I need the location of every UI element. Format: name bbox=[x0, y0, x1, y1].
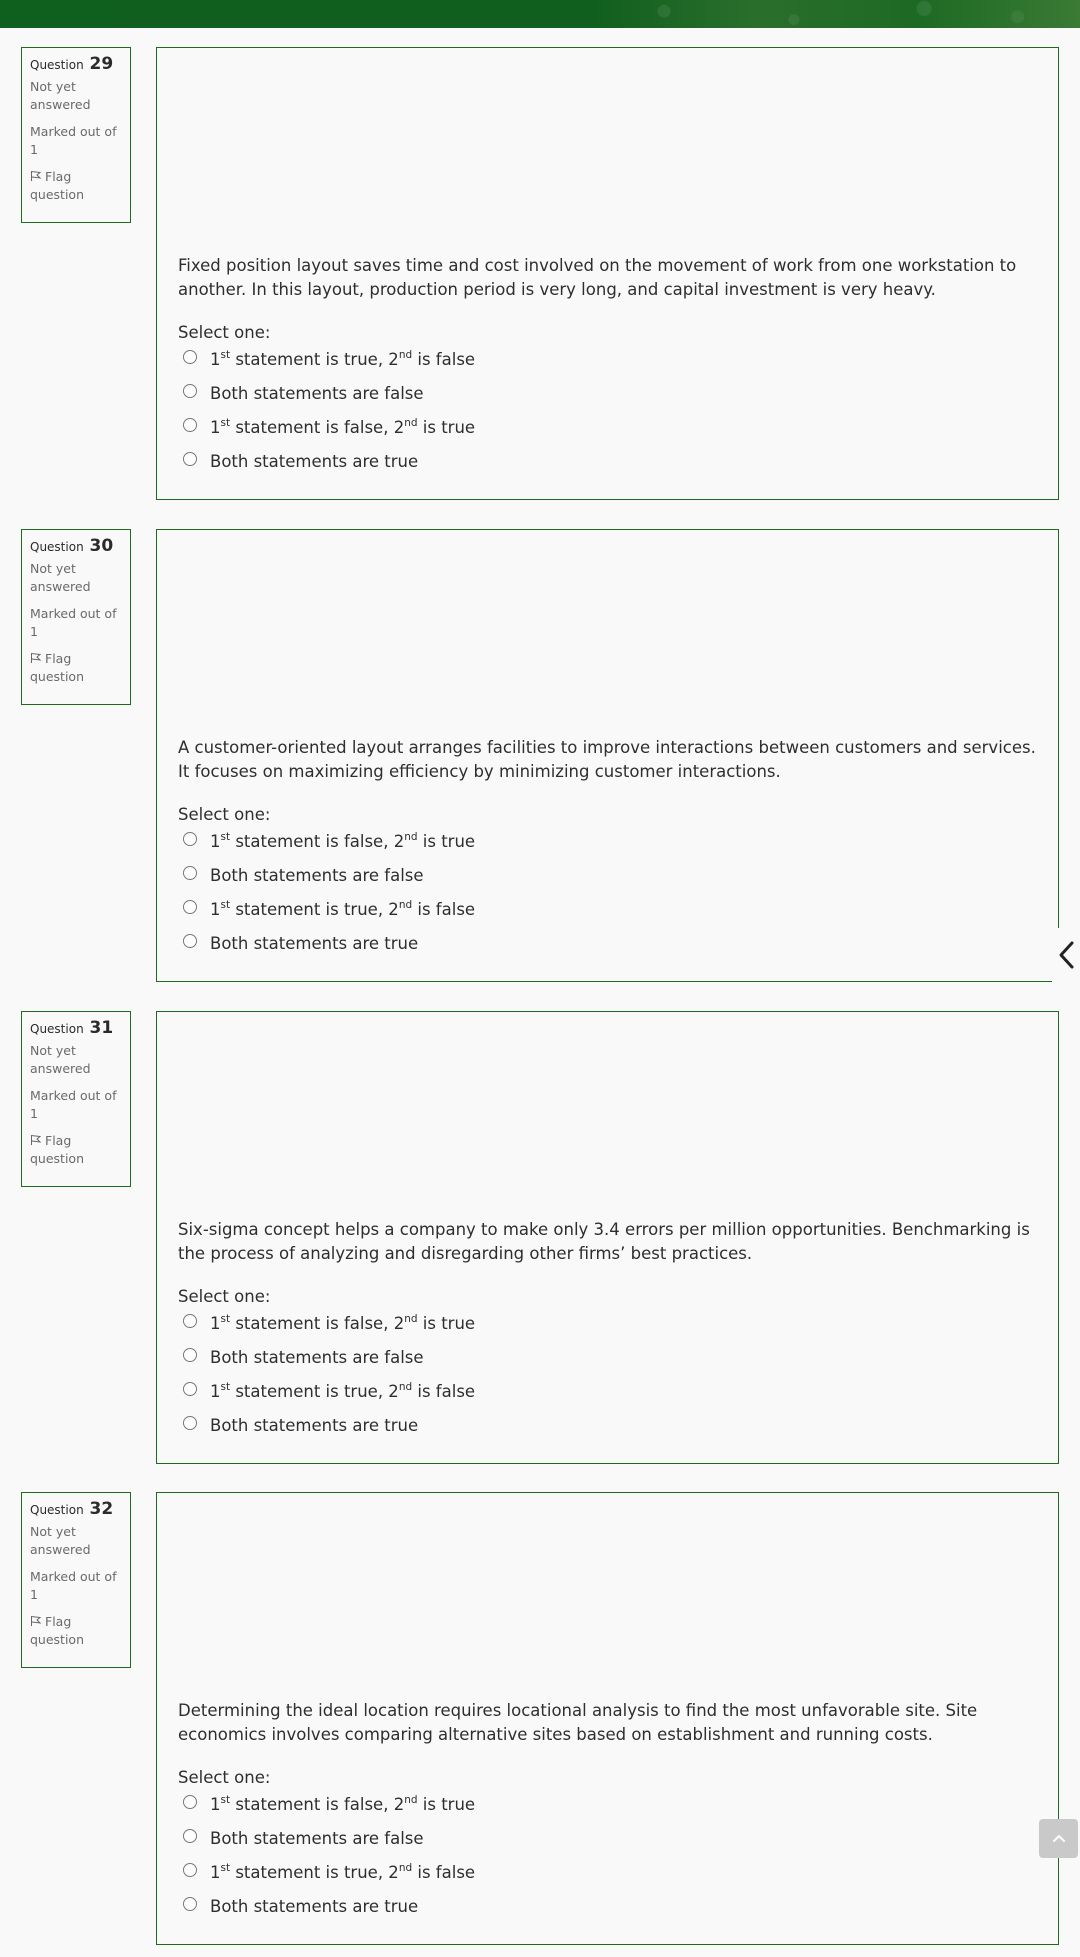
flag-icon bbox=[30, 170, 42, 182]
radio-icon[interactable] bbox=[183, 934, 197, 948]
answer-option-label bbox=[210, 832, 475, 851]
question-grade: Marked out of 1 bbox=[30, 1569, 117, 1602]
question-text: A customer-oriented layout arranges facilities to improve interactions between customers and services. It focuses on maximizing efficiency by minimizing customer interactions. bbox=[178, 738, 1036, 781]
question-state: Not yet answered bbox=[30, 561, 91, 594]
radio-icon[interactable] bbox=[183, 1897, 197, 1911]
question-state: Not yet answered bbox=[30, 1524, 91, 1557]
answer-option-label: Both statements are true bbox=[210, 934, 419, 953]
question-number-value: 30 bbox=[89, 536, 114, 556]
option-statement-text: statement is true, 2 bbox=[230, 1382, 399, 1401]
option-outcome-text: is true bbox=[417, 418, 476, 437]
question-info bbox=[21, 529, 131, 705]
question-number-value: 31 bbox=[89, 1018, 114, 1038]
flag-question-link[interactable] bbox=[30, 168, 122, 204]
answer-option-label bbox=[210, 900, 475, 919]
header-texture bbox=[560, 0, 1080, 28]
option-number-1: 1 bbox=[210, 900, 221, 919]
answer-option-label: Both statements are true bbox=[210, 1416, 419, 1435]
question-number-label: Question bbox=[30, 58, 84, 72]
ordinal-suffix-nd: nd bbox=[404, 831, 418, 843]
page-header-banner bbox=[0, 0, 1080, 28]
question-info bbox=[21, 1492, 131, 1668]
option-number-1: 1 bbox=[210, 1863, 221, 1882]
question-text: Determining the ideal location requires locational analysis to find the most unfavorable site. Site economics involves comparing alternative sites based on establishment and running costs. bbox=[178, 1701, 978, 1744]
question-content bbox=[156, 529, 1059, 982]
radio-icon[interactable] bbox=[183, 384, 197, 398]
back-to-top-button[interactable] bbox=[1039, 1819, 1078, 1858]
option-statement-text: statement is false, 2 bbox=[230, 1795, 405, 1814]
chevron-left-icon bbox=[1056, 940, 1076, 970]
ordinal-suffix-st: st bbox=[220, 1862, 231, 1874]
question-number-value: 29 bbox=[89, 54, 114, 74]
radio-icon[interactable] bbox=[183, 1348, 197, 1362]
ordinal-suffix-st: st bbox=[220, 899, 231, 911]
answer-option-label: Both statements are false bbox=[210, 384, 424, 403]
question-text: Six-sigma concept helps a company to make only 3.4 errors per million opportunities. Benchmarking is the process of analyzing and disregarding other firms’ best practices. bbox=[178, 1220, 1030, 1263]
option-statement-text: statement is false, 2 bbox=[230, 1314, 405, 1333]
question-number-label: Question bbox=[30, 540, 84, 554]
question-number bbox=[30, 1018, 122, 1038]
option-statement-text: statement is true, 2 bbox=[230, 900, 399, 919]
answer-prompt: Select one: bbox=[178, 1768, 271, 1787]
question-text: Fixed position layout saves time and cost involved on the movement of work from one workstation to another. In this layout, production period is very long, and capital investment is very heavy. bbox=[178, 256, 1017, 299]
question-info bbox=[21, 1011, 131, 1187]
flag-question-label: Flag question bbox=[30, 1133, 85, 1166]
option-number-1: 1 bbox=[210, 1795, 221, 1814]
option-number-1: 1 bbox=[210, 1382, 221, 1401]
answer-option-label bbox=[210, 1314, 475, 1333]
option-number-1: 1 bbox=[210, 1314, 221, 1333]
ordinal-suffix-st: st bbox=[220, 349, 231, 361]
question-number bbox=[30, 536, 122, 556]
ordinal-suffix-nd: nd bbox=[404, 417, 418, 429]
radio-icon[interactable] bbox=[183, 452, 197, 466]
answer-option-label bbox=[210, 1795, 475, 1814]
ordinal-suffix-nd: nd bbox=[404, 1794, 418, 1806]
drawer-toggle[interactable] bbox=[1052, 928, 1080, 984]
flag-question-label: Flag question bbox=[30, 651, 85, 684]
question-number-value: 32 bbox=[89, 1499, 114, 1519]
ordinal-suffix-st: st bbox=[220, 1313, 231, 1325]
flag-question-link[interactable] bbox=[30, 650, 122, 686]
radio-icon[interactable] bbox=[183, 866, 197, 880]
ordinal-suffix-nd: nd bbox=[404, 1313, 418, 1325]
question-state: Not yet answered bbox=[30, 79, 91, 112]
radio-icon[interactable] bbox=[183, 1416, 197, 1430]
ordinal-suffix-nd: nd bbox=[398, 1381, 413, 1393]
radio-icon[interactable] bbox=[183, 350, 197, 364]
answer-option-label: Both statements are false bbox=[210, 1348, 424, 1367]
option-statement-text: statement is true, 2 bbox=[230, 1863, 399, 1882]
option-number-1: 1 bbox=[210, 418, 221, 437]
flag-icon bbox=[30, 1615, 42, 1627]
question-grade: Marked out of 1 bbox=[30, 124, 117, 157]
question-content bbox=[156, 1492, 1059, 1945]
answer-prompt: Select one: bbox=[178, 323, 271, 342]
radio-icon[interactable] bbox=[183, 1795, 197, 1809]
option-outcome-text: is false bbox=[412, 1863, 476, 1882]
question-number-label: Question bbox=[30, 1503, 84, 1517]
option-outcome-text: is false bbox=[412, 350, 476, 369]
ordinal-suffix-st: st bbox=[220, 831, 231, 843]
answer-option-label: Both statements are false bbox=[210, 866, 424, 885]
ordinal-suffix-st: st bbox=[220, 1794, 231, 1806]
question-info bbox=[21, 47, 131, 223]
question-grade: Marked out of 1 bbox=[30, 606, 117, 639]
ordinal-suffix-st: st bbox=[220, 417, 231, 429]
question-content bbox=[156, 1011, 1059, 1464]
radio-icon[interactable] bbox=[183, 1863, 197, 1877]
option-statement-text: statement is true, 2 bbox=[230, 350, 399, 369]
answer-option-label: Both statements are true bbox=[210, 452, 419, 471]
option-statement-text: statement is false, 2 bbox=[230, 832, 405, 851]
radio-icon[interactable] bbox=[183, 1829, 197, 1843]
radio-icon[interactable] bbox=[183, 1314, 197, 1328]
flag-question-link[interactable] bbox=[30, 1132, 122, 1168]
ordinal-suffix-st: st bbox=[220, 1381, 231, 1393]
question-content bbox=[156, 47, 1059, 500]
answer-option-label bbox=[210, 350, 475, 369]
answer-prompt: Select one: bbox=[178, 1287, 271, 1306]
option-statement-text: statement is false, 2 bbox=[230, 418, 405, 437]
flag-icon bbox=[30, 1134, 42, 1146]
option-outcome-text: is true bbox=[417, 1795, 476, 1814]
option-number-1: 1 bbox=[210, 832, 221, 851]
chevron-up-icon bbox=[1052, 1833, 1066, 1843]
question-grade: Marked out of 1 bbox=[30, 1088, 117, 1121]
radio-icon[interactable] bbox=[183, 1382, 197, 1396]
question-state: Not yet answered bbox=[30, 1043, 91, 1076]
option-outcome-text: is false bbox=[412, 1382, 476, 1401]
ordinal-suffix-nd: nd bbox=[398, 1862, 413, 1874]
answer-option-label: Both statements are false bbox=[210, 1829, 424, 1848]
answer-prompt: Select one: bbox=[178, 805, 271, 824]
radio-icon[interactable] bbox=[183, 832, 197, 846]
flag-question-label: Flag question bbox=[30, 1614, 85, 1647]
ordinal-suffix-nd: nd bbox=[398, 349, 413, 361]
option-outcome-text: is true bbox=[417, 1314, 476, 1333]
answer-option-label bbox=[210, 418, 475, 437]
option-outcome-text: is true bbox=[417, 832, 476, 851]
flag-icon bbox=[30, 652, 42, 664]
ordinal-suffix-nd: nd bbox=[398, 899, 413, 911]
option-outcome-text: is false bbox=[412, 900, 476, 919]
question-number-label: Question bbox=[30, 1022, 84, 1036]
option-number-1: 1 bbox=[210, 350, 221, 369]
radio-icon[interactable] bbox=[183, 418, 197, 432]
answer-option-label: Both statements are true bbox=[210, 1897, 419, 1916]
question-number bbox=[30, 54, 122, 74]
flag-question-link[interactable] bbox=[30, 1613, 122, 1649]
question-number bbox=[30, 1499, 122, 1519]
answer-option-label bbox=[210, 1382, 475, 1401]
answer-option-label bbox=[210, 1863, 475, 1882]
flag-question-label: Flag question bbox=[30, 169, 85, 202]
radio-icon[interactable] bbox=[183, 900, 197, 914]
